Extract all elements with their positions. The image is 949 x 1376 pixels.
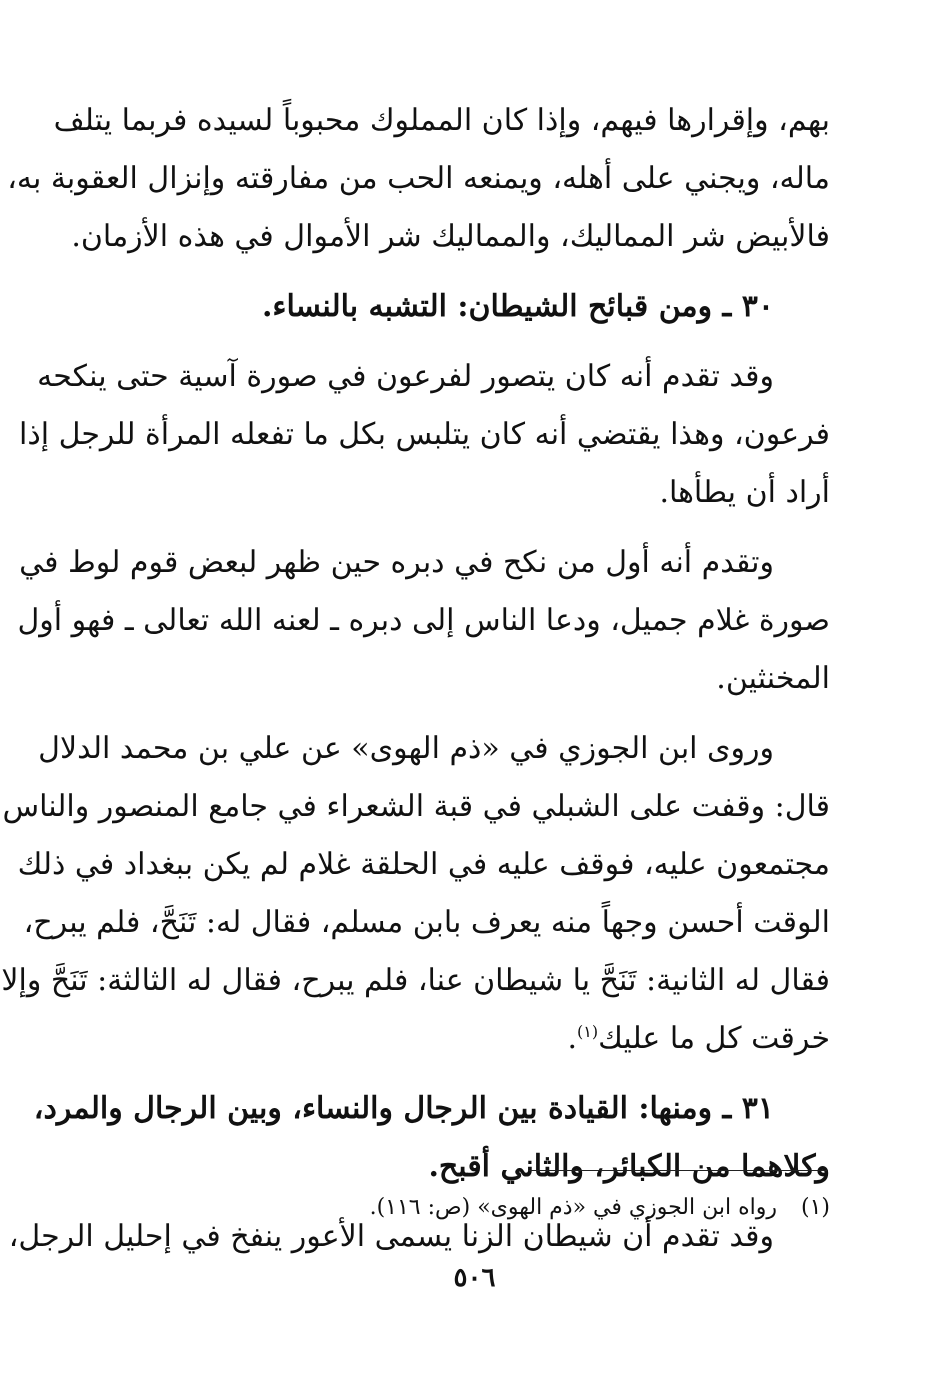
text-line: المخنثين.: [716, 661, 830, 696]
punctuation: .: [567, 1021, 578, 1056]
text-line: وقد تقدم أن شيطان الزنا يسمى الأعور ينفخ في إحليل الرجل،: [8, 1219, 774, 1254]
text-line-with-footnote: [110, 1010, 830, 1068]
text-line: وروى ابن الجوزي في «ذم الهوى» عن علي بن محمد الدلال: [38, 731, 774, 766]
paragraph-lot: [17, 534, 830, 708]
heading-30: [110, 278, 830, 336]
heading-31: [33, 1080, 830, 1196]
text-fragment: خرقت كل ما عليك: [598, 1021, 830, 1056]
footnote-number: (١): [800, 1195, 830, 1220]
text-line: قال: وقفت على الشبلي في قبة الشعراء في جامع المنصور والناس: [2, 789, 830, 824]
text-line: وتقدم أنه أول من نكح في دبره حين ظهر لبعض قوم لوط في: [19, 545, 774, 580]
footnote-text: رواه ابن الجوزي في «ذم الهوى» (ص: ١١٦).: [369, 1195, 777, 1220]
paragraph-shibli: [1, 720, 830, 1068]
footnote-divider: [528, 1170, 828, 1171]
text-line: ماله، ويجني على أهله، ويمنعه الحب من مفارقته وإنزال العقوبة به،: [7, 161, 830, 196]
section-heading: ٣٠ ـ ومن قبائح الشيطان: التشبه بالنساء.: [261, 289, 774, 324]
paragraph-pharaoh: [19, 348, 830, 522]
paragraph-mamluks: [7, 92, 830, 266]
text-line: فرعون، وهذا يقتضي أنه كان يتلبس بكل ما تفعله المرأة للرجل إذا: [19, 417, 830, 452]
section-heading: وكلاهما من الكبائر، والثاني أقبح.: [428, 1149, 830, 1184]
page-number: ٥٠٦: [453, 1263, 496, 1293]
text-line: مجتمعون عليه، فوقف عليه في الحلقة غلام لم يكن ببغداد في ذلك: [17, 847, 830, 882]
text-line: وقد تقدم أنه كان يتصور لفرعون في صورة آسية حتى ينكحه: [37, 359, 774, 394]
text-line: صورة غلام جميل، ودعا الناس إلى دبره ـ لعنه الله تعالى ـ فهو أول: [17, 603, 830, 638]
text-line: فقال له الثانية: تَنَحَّ يا شيطان عنا، فلم يبرح، فقال له الثالثة: تَنَحَّ وإلا: [1, 963, 830, 998]
page-body: [1, 92, 830, 1278]
text-line: أراد أن يطأها.: [659, 475, 830, 510]
section-heading: ٣١ ـ ومنها: القيادة بين الرجال والنساء، وبين الرجال والمرد،: [33, 1091, 774, 1126]
footnote: [200, 1190, 830, 1226]
footnote-reference[interactable]: (١): [577, 1022, 599, 1041]
text-line: الوقت أحسن وجهاً منه يعرف بابن مسلم، فقال له: تَنَحَّ، فلم يبرح،: [23, 905, 830, 940]
text-line: بهم، وإقرارها فيهم، وإذا كان المملوك محبوباً لسيده فربما يتلف: [53, 103, 830, 138]
text-line: فالأبيض شر المماليك، والمماليك شر الأموال في هذه الأزمان.: [71, 219, 830, 254]
